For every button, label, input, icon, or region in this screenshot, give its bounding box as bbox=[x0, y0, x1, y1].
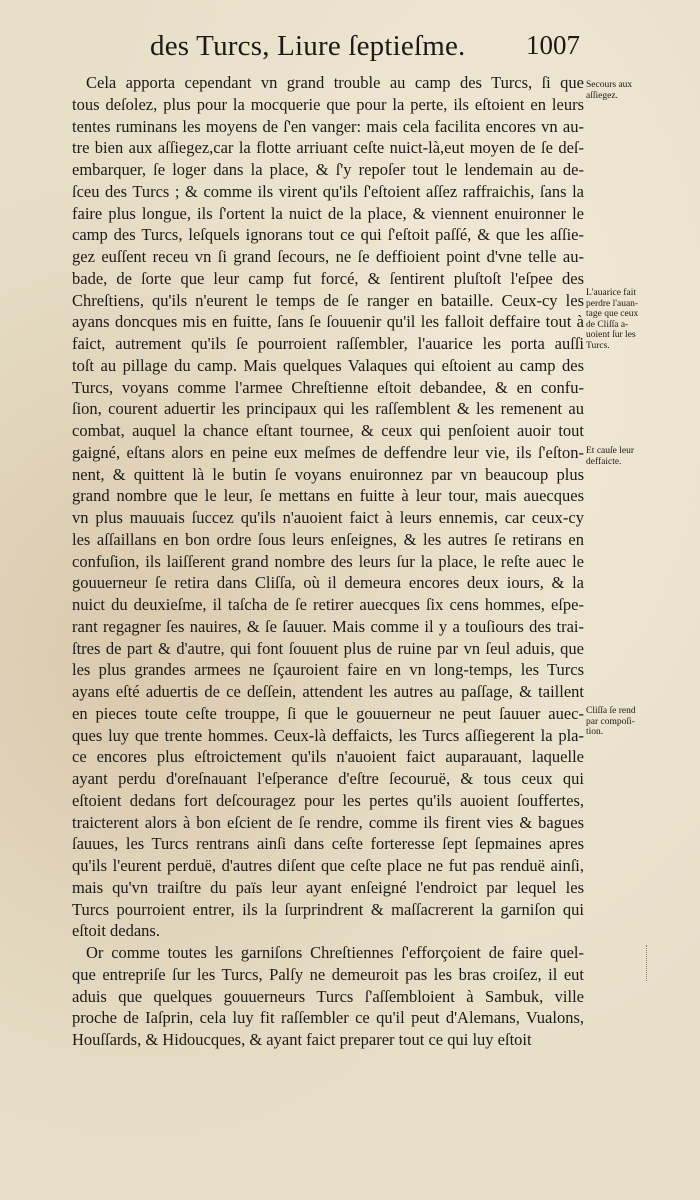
text-line: tre bien aux aſſiegez,car la flotte arriuant ceſte nuict-là,eut moyen de ſe deſ- bbox=[72, 138, 584, 158]
text-line: eſtoient dedans fort deſcouragez pour les pertes qu'ils auoient ſouffertes, bbox=[72, 790, 584, 810]
text-line: embarquer, ſe loger dans la place, & ſ'y repoſer tout le lendemain au de- bbox=[72, 160, 584, 179]
margin-note-line: tion. bbox=[586, 727, 604, 737]
margin-note-line: Cliſſa ſe rend bbox=[586, 706, 636, 716]
margin-note-line: Et cauſe leur bbox=[586, 446, 635, 456]
text-line: ſtres de part & d'autre, qui font ſouuent plus de ruine par vn ſeul aduis, que bbox=[72, 638, 584, 658]
text-line: gouuerneur ſe retira dans Cliſſa, où il demeura encores deux iours, & la bbox=[72, 573, 584, 593]
margin-note-line: L'auarice fait bbox=[586, 288, 636, 298]
margin-note-line: par compoſi- bbox=[586, 716, 635, 727]
text-line: ce encores plus eſtroictement qu'ils n'auoient faict auparauant, laquelle bbox=[72, 747, 584, 767]
margin-note-clissa bbox=[586, 706, 658, 738]
text-line: camp des Turcs, leſquels ignorans tout ce qui ſ'eſtoit paſſé, & que les aſſie- bbox=[72, 225, 584, 245]
margin-note-line: perdre l'auan- bbox=[586, 298, 639, 309]
text-line: Or comme toutes les garniſons Chreſtiennes ſ'efforçoient de faire quel- bbox=[86, 943, 584, 962]
text-line: Turcs, voyans comme l'armee Chreſtienne eſtoit debandee, & en confu- bbox=[72, 377, 584, 397]
text-line: ayant perdu d'oreſnauant l'eſperance d'eſtre ſecouruë, & tous ceux qui bbox=[72, 769, 584, 788]
text-line: ſion, courent aduertir les principaux qui les raſſemblent & les remenent au bbox=[72, 399, 584, 419]
margin-note-line: uoient ſur les bbox=[586, 330, 636, 340]
body-text bbox=[72, 72, 584, 1051]
text-line: qu'ils l'eurent perduë, d'autres diſent que ceſte place ne fut pas renduë ainſi, bbox=[72, 856, 584, 875]
text-line: faict, autrement qu'ils ſe pourroient raſſembler, l'auarice les porta auſſi bbox=[72, 334, 584, 353]
margin-note-line: Turcs. bbox=[586, 340, 610, 351]
text-line: gaigné, eſtans alors en peine eux meſmes de deffendre leur vie, ils ſ'eſton- bbox=[72, 442, 584, 462]
text-line: combat, auquel la chance eſtant tournee, & ceux qui penſoient auoir tout bbox=[72, 421, 584, 440]
margin-note-deffaicte bbox=[586, 446, 658, 467]
page-number: 1007 bbox=[526, 30, 580, 60]
text-line: Cela apporta cependant vn grand trouble au camp des Turcs, ſi que bbox=[86, 73, 584, 92]
margin-note-line: Secours aux bbox=[586, 80, 633, 90]
text-line: en pieces toute ceſte trouppe, ſi que le gouuerneur ne peut ſauuer auec- bbox=[72, 703, 584, 723]
text-line: aduis que quelques gouuerneurs Turcs ſ'aſſembloient à Sambuk, ville bbox=[72, 986, 584, 1006]
text-line: nuict du deuxieſme, il taſcha de ſe retirer auecques ſix cens hommes, eſpe- bbox=[72, 595, 584, 614]
running-title: des Turcs, Liure ſeptieſme. bbox=[150, 30, 466, 62]
text-line: les aſſaillans en bon ordre ſous leurs enſeignes, & les autres ſe retirans en bbox=[72, 529, 584, 549]
margin-note-line: aſſiegez. bbox=[586, 90, 618, 101]
text-line: faire plus longue, ils ſ'ortent la nuict de la place, & viennent enuironner le bbox=[72, 203, 584, 223]
margin-note-line: deffaicte. bbox=[586, 456, 622, 467]
text-line: nent, & quittent là le butin ſe voyans enuironnez par vn beaucoup plus bbox=[72, 464, 584, 484]
text-line: ayans doncques mis en fuitte, ſans ſe ſouuenir qu'il les falloit deffaire tout à bbox=[72, 312, 584, 332]
text-line: gez euſſent receu vn ſi grand ſecours, ne ſe deffioient point d'vne telle au- bbox=[72, 247, 584, 266]
text-line: ayans eſté aduertis de ce deſſein, attendent les autres au paſſage, & taillent bbox=[72, 682, 584, 701]
text-line: Chreſtiens, qu'ils n'eurent le temps de ſe ranger en bataille. Ceux-cy les bbox=[72, 290, 584, 310]
margin-note-line: de Cliſſa a- bbox=[586, 319, 629, 330]
text-line: grand nombre que le leur, ſe mettans en fuitte à leur tour, mais auecques bbox=[72, 486, 584, 506]
text-line: mais qu'vn traiſtre du païs leur ayant enſeigné l'endroict par lequel les bbox=[72, 877, 584, 897]
page-header bbox=[150, 30, 580, 70]
text-line: ſceu des Turcs ; & comme ils virent qu'ils ſ'eſtoient aſſez raffraichis, ſans la bbox=[72, 181, 584, 201]
text-line: tentes ruminans les moyens de ſ'en vanger: mais cela facilita encores vn au- bbox=[72, 116, 584, 136]
text-line: ſauues, les Turcs rentrans ainſi dans ceſte forteresse ſept ſepmaines apres bbox=[72, 834, 584, 854]
text-line: confuſion, ils laiſſerent grand nombre des leurs ſur la place, le reſte auec le bbox=[72, 551, 584, 571]
text-line: Houſſards, & Hidoucques, & ayant faict preparer tout ce qui luy eſtoit bbox=[72, 1030, 532, 1049]
text-line: proche de Iaſprin, cela luy fit raſſembler ce qu'il peut d'Alemans, Vualons, bbox=[72, 1008, 584, 1028]
text-line: les plus grandes armees ne ſçauroient faire en vn long-temps, les Turcs bbox=[72, 660, 584, 680]
text-line: bade, de ſorte que leur camp fut forcé, & ſentirent pluſtoſt l'eſpee des bbox=[72, 268, 584, 288]
text-line: que entrepriſe ſur les Turcs, Palſy ne demeuroit pas les bras croiſez, il eut bbox=[72, 964, 584, 984]
text-line: toſt au pillage du camp. Mais quelques Valaques qui eſtoient au camp des bbox=[72, 355, 584, 375]
margin-note-line: tage que ceux bbox=[586, 309, 639, 319]
text-line: Turcs pourroient entrer, ils la ſurprindrent & maſſacrerent la garniſon qui bbox=[72, 899, 584, 919]
text-line: rant regagner ſes nauires, & ſe ſauuer. Mais comme il y a touſiours des trai- bbox=[72, 616, 584, 636]
margin-mark bbox=[646, 945, 651, 981]
text-line: ques luy que trente hommes. Ceux-là deffaicts, les Turcs aſſiegerent la pla- bbox=[72, 725, 584, 745]
text-line: traicterent alors à bon eſcient de ſe rendre, comme ils firent vies & bagues bbox=[72, 812, 584, 832]
text-line: tous deſolez, plus pour la mocquerie que pour la perte, ils eſtoient en leurs bbox=[72, 94, 584, 114]
margin-note-secours bbox=[586, 80, 658, 101]
text-line: eſtoit dedans. bbox=[72, 921, 160, 941]
text-line: vn plus mauuais ſuccez qu'ils n'auoient faict à leurs ennemis, car ceux-cy bbox=[72, 508, 584, 527]
margin-note-auarice bbox=[586, 288, 658, 351]
